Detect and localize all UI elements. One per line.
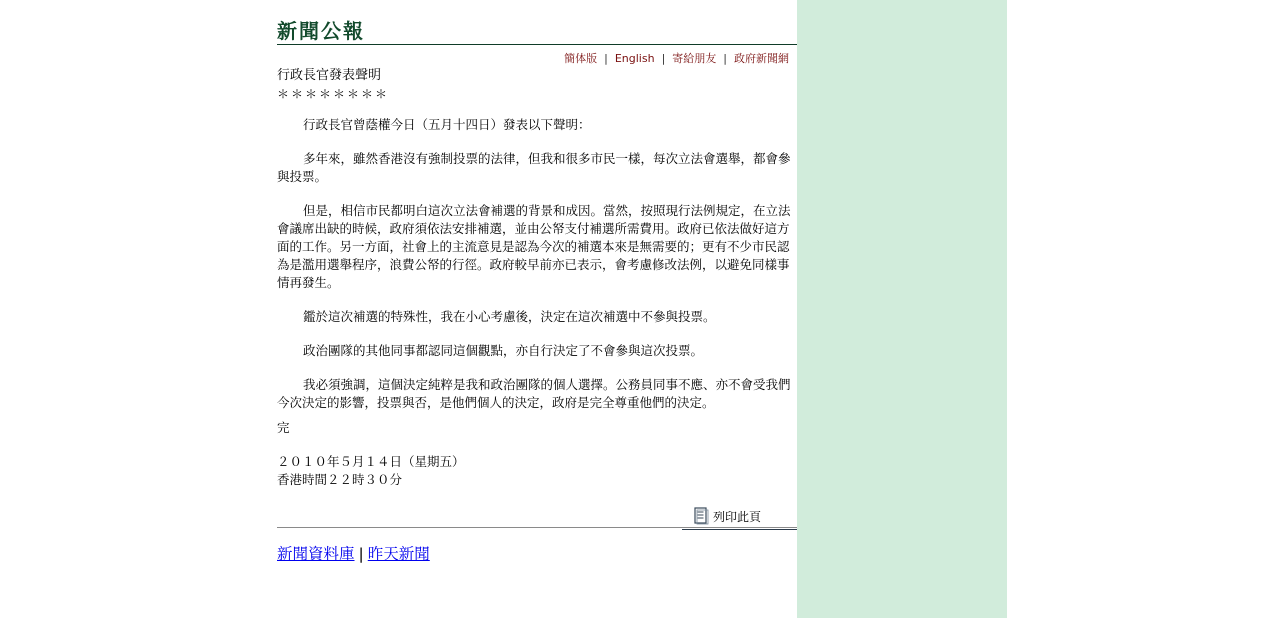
- release-stars: ＊＊＊＊＊＊＊＊: [277, 87, 390, 101]
- release-paragraph: 多年來，雖然香港沒有強制投票的法律，但我和很多市民一樣，每次立法會選舉，都會參與投票。: [277, 151, 791, 184]
- end-mark: 完: [277, 420, 290, 435]
- bottomnav-separator: |: [358, 545, 364, 563]
- print-page-button[interactable]: [682, 503, 797, 530]
- top-nav: [277, 52, 797, 66]
- masthead: [277, 18, 797, 45]
- topnav-separator: |: [723, 52, 727, 65]
- release-paragraph: 我必須強調，這個決定純粹是我和政治團隊的個人選擇。公務員同事不應、亦不會受我們今次決定的影響，投票與否，是他們個人的決定，政府是完全尊重他們的決定。: [277, 377, 791, 410]
- news-archive-link[interactable]: 新聞資料庫: [277, 545, 355, 563]
- release-time: 香港時間２２時３０分: [277, 472, 403, 487]
- release-paragraph: 但是，相信市民都明白這次立法會補選的背景和成因。當然，按照現行法例規定，在立法會議席出缺的時候，政府須依法安排補選，並由公帑支付補選所需費用。政府已依法做好這方面的工作。另一方面，社會上的主流意見是認為今次的補選本來是無需要的；更有不少市民認為是濫用選舉程序，浪費公帑的行徑。政府較早前亦已表示，會考慮修改法例，以避免同樣事情再發生。: [277, 203, 791, 290]
- topnav-simplified[interactable]: 簡体版: [564, 52, 598, 65]
- dateline: [277, 453, 797, 489]
- print-row: [277, 503, 797, 533]
- topnav-send-to-friend[interactable]: 寄給朋友: [672, 52, 717, 65]
- right-sidebar: [797, 0, 1007, 618]
- release-paragraph: 行政長官曾蔭權今日（五月十四日）發表以下聲明：: [303, 117, 591, 132]
- topnav-separator: |: [604, 52, 608, 65]
- yesterday-news-link[interactable]: 昨天新聞: [367, 545, 430, 563]
- masthead-title: 新聞公報: [277, 19, 365, 43]
- topnav-news-gov[interactable]: 政府新聞網: [734, 52, 789, 65]
- bottom-nav: [277, 544, 797, 564]
- topnav-english[interactable]: English: [614, 52, 655, 65]
- press-release-main: [277, 18, 797, 564]
- release-paragraph: 鑑於這次補選的特殊性，我在小心考慮後，決定在這次補選中不參與投票。: [303, 309, 716, 324]
- topnav-separator: |: [661, 52, 666, 65]
- release-title: 行政長官發表聲明: [277, 68, 382, 83]
- release-paragraph: 政治團隊的其他同事都認同這個觀點，亦自行決定了不會參與這次投票。: [303, 343, 704, 358]
- printer-icon: [693, 507, 709, 525]
- release-date: ２０１０年５月１４日（星期五）: [277, 454, 465, 469]
- release-body: [277, 116, 797, 412]
- print-page-label: 列印此頁: [712, 509, 761, 524]
